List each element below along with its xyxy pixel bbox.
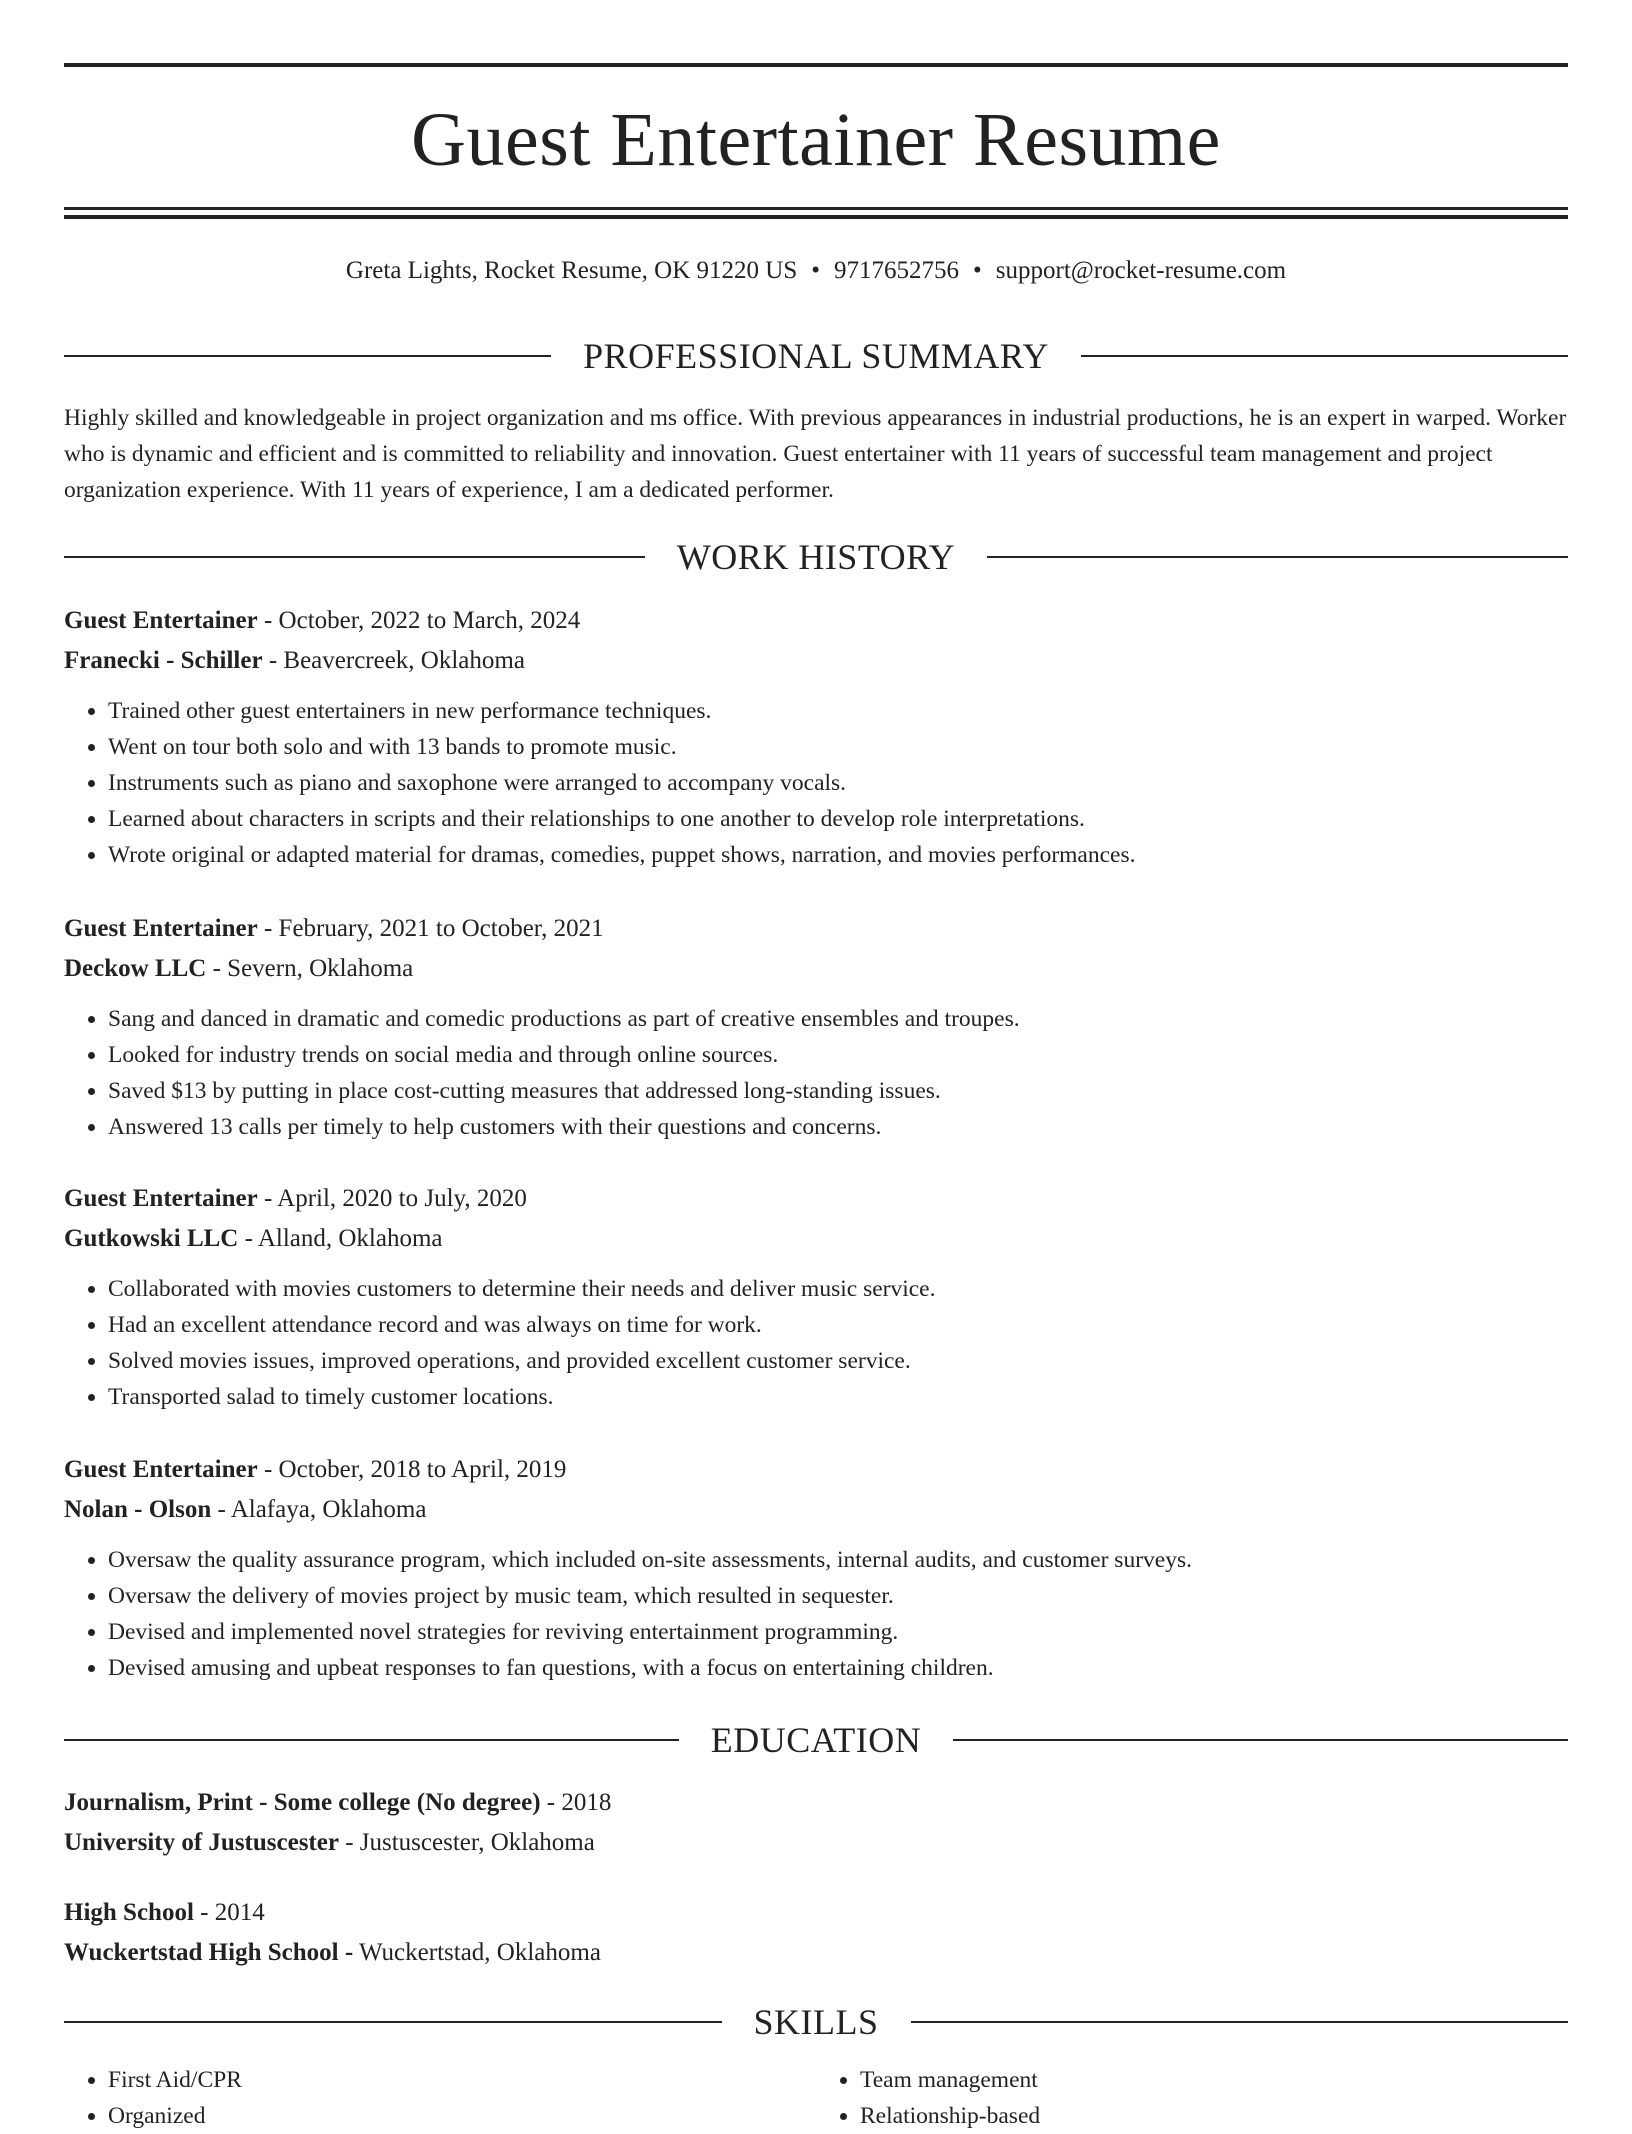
contact-email: support@rocket-resume.com — [995, 257, 1287, 284]
job-bullet: • Oversaw the quality assurance program, which included on-site assessments, internal audits, and customer surveys. — [108, 1542, 1568, 1578]
job-bullet: • Looked for industry trends on social media and through online sources. — [108, 1037, 1568, 1073]
job-bullet: • Answered 13 calls per timely to help customers with their questions and concerns. — [108, 1109, 1568, 1145]
skill-item: • Organized — [108, 2098, 816, 2134]
education-year: - 2014 — [193, 1899, 265, 1926]
job-bullets — [64, 1001, 1568, 1145]
education-degree: High School — [64, 1899, 194, 1926]
section-rule — [1081, 355, 1568, 357]
job-dates: - April, 2020 to July, 2020 — [257, 1185, 527, 1212]
contact-phone: 9717652756 — [834, 257, 960, 284]
job-position: Guest Entertainer — [64, 1456, 258, 1483]
section-title: WORK HISTORY — [676, 537, 956, 577]
job-company: Franecki - Schiller — [64, 647, 263, 674]
education-entry — [64, 1893, 1568, 1973]
job-location: - Alafaya, Oklahoma — [211, 1496, 427, 1523]
job-entry — [64, 1450, 1568, 1686]
section-rule — [911, 2021, 1569, 2023]
job-bullets — [64, 1271, 1568, 1415]
job-bullet: • Wrote original or adapted material for dramas, comedies, puppet shows, narration, and movies performances. — [108, 837, 1568, 873]
job-bullet: • Oversaw the delivery of movies project by music team, which resulted in sequester. — [108, 1578, 1568, 1614]
job-bullet: • Saved $13 by putting in place cost-cutting measures that addressed long-standing issues. — [108, 1073, 1568, 1109]
title-rule-upper — [64, 207, 1568, 210]
job-company: Gutkowski LLC — [64, 1225, 239, 1252]
education-year: - 2018 — [540, 1789, 612, 1816]
section-title: EDUCATION — [710, 1720, 922, 1760]
top-rule — [64, 63, 1568, 67]
job-location: - Alland, Oklahoma — [238, 1225, 443, 1252]
contact-separator: • — [973, 257, 982, 284]
skills-list — [64, 2062, 1568, 2134]
section-rule — [64, 2021, 722, 2023]
job-bullet: • Learned about characters in scripts and their relationships to one another to develop role interpretations. — [108, 801, 1568, 837]
section-rule — [987, 556, 1568, 558]
skill-item: • First Aid/CPR — [108, 2062, 816, 2098]
contact-address: Greta Lights, Rocket Resume, OK 91220 US — [345, 257, 798, 284]
job-bullets — [64, 693, 1568, 873]
section-rule — [64, 1739, 679, 1741]
job-location: - Severn, Oklahoma — [206, 955, 414, 982]
job-bullet: • Transported salad to timely customer locations. — [108, 1379, 1568, 1415]
section-rule — [64, 355, 551, 357]
section-header-education — [64, 1718, 1568, 1762]
section-title: PROFESSIONAL SUMMARY — [583, 336, 1049, 376]
education-school: University of Justuscester — [64, 1829, 339, 1856]
job-position: Guest Entertainer — [64, 607, 258, 634]
job-bullet: • Devised and implemented novel strategies for reviving entertainment programming. — [108, 1614, 1568, 1650]
skills-column-left — [64, 2062, 816, 2134]
section-header-skills — [64, 2000, 1568, 2044]
education-location: - Justuscester, Oklahoma — [338, 1829, 595, 1856]
job-entry — [64, 909, 1568, 1145]
job-entry — [64, 1179, 1568, 1415]
job-dates: - February, 2021 to October, 2021 — [257, 915, 604, 942]
page-title: Guest Entertainer Resume — [411, 98, 1221, 182]
job-position: Guest Entertainer — [64, 915, 258, 942]
skill-item: • Team management — [860, 2062, 1568, 2098]
education-location: Wuckertstad, Oklahoma — [353, 1939, 601, 1966]
job-location: - Beavercreek, Oklahoma — [262, 647, 525, 674]
title-rule-lower — [64, 215, 1568, 219]
skill-item: • Relationship-based — [860, 2098, 1568, 2134]
summary-text: Highly skilled and knowledgeable in project organization and ms office. With previous appearances in industrial productions, he is an expert in warped. Worker who is dynamic and efficient and is committed to reliability and innovation. Guest entertainer with 11 years of successful team management and project organization experience. With 11 years of experience, I am a dedicated performer. — [64, 405, 1567, 503]
job-bullet: • Went on tour both solo and with 13 bands to promote music. — [108, 729, 1568, 765]
contact-line — [64, 254, 1568, 288]
education-school: Wuckertstad High School - — [64, 1939, 354, 1966]
job-bullet: • Collaborated with movies customers to determine their needs and deliver music service. — [108, 1271, 1568, 1307]
job-bullet: • Sang and danced in dramatic and comedic productions as part of creative ensembles and troupes. — [108, 1001, 1568, 1037]
job-bullets — [64, 1542, 1568, 1686]
section-header-summary — [64, 334, 1568, 378]
job-position: Guest Entertainer — [64, 1185, 258, 1212]
section-title: SKILLS — [753, 2002, 879, 2042]
job-company: Deckow LLC — [64, 955, 207, 982]
education-entry — [64, 1783, 1568, 1863]
job-dates: - October, 2022 to March, 2024 — [257, 607, 581, 634]
section-rule — [64, 556, 645, 558]
job-bullet: • Devised amusing and upbeat responses to fan questions, with a focus on entertaining children. — [108, 1650, 1568, 1686]
section-header-work — [64, 535, 1568, 579]
job-bullet: • Had an excellent attendance record and was always on time for work. — [108, 1307, 1568, 1343]
job-bullet: • Trained other guest entertainers in new performance techniques. — [108, 693, 1568, 729]
job-bullet: • Solved movies issues, improved operations, and provided excellent customer service. — [108, 1343, 1568, 1379]
job-bullet: • Instruments such as piano and saxophone were arranged to accompany vocals. — [108, 765, 1568, 801]
job-entry — [64, 601, 1568, 873]
contact-separator: • — [811, 257, 821, 284]
skills-column-right — [816, 2062, 1568, 2134]
job-dates: - October, 2018 to April, 2019 — [257, 1456, 567, 1483]
education-degree: Journalism, Print - Some college (No degree) — [64, 1789, 541, 1816]
section-rule — [953, 1739, 1568, 1741]
job-company: Nolan - Olson — [64, 1496, 212, 1523]
